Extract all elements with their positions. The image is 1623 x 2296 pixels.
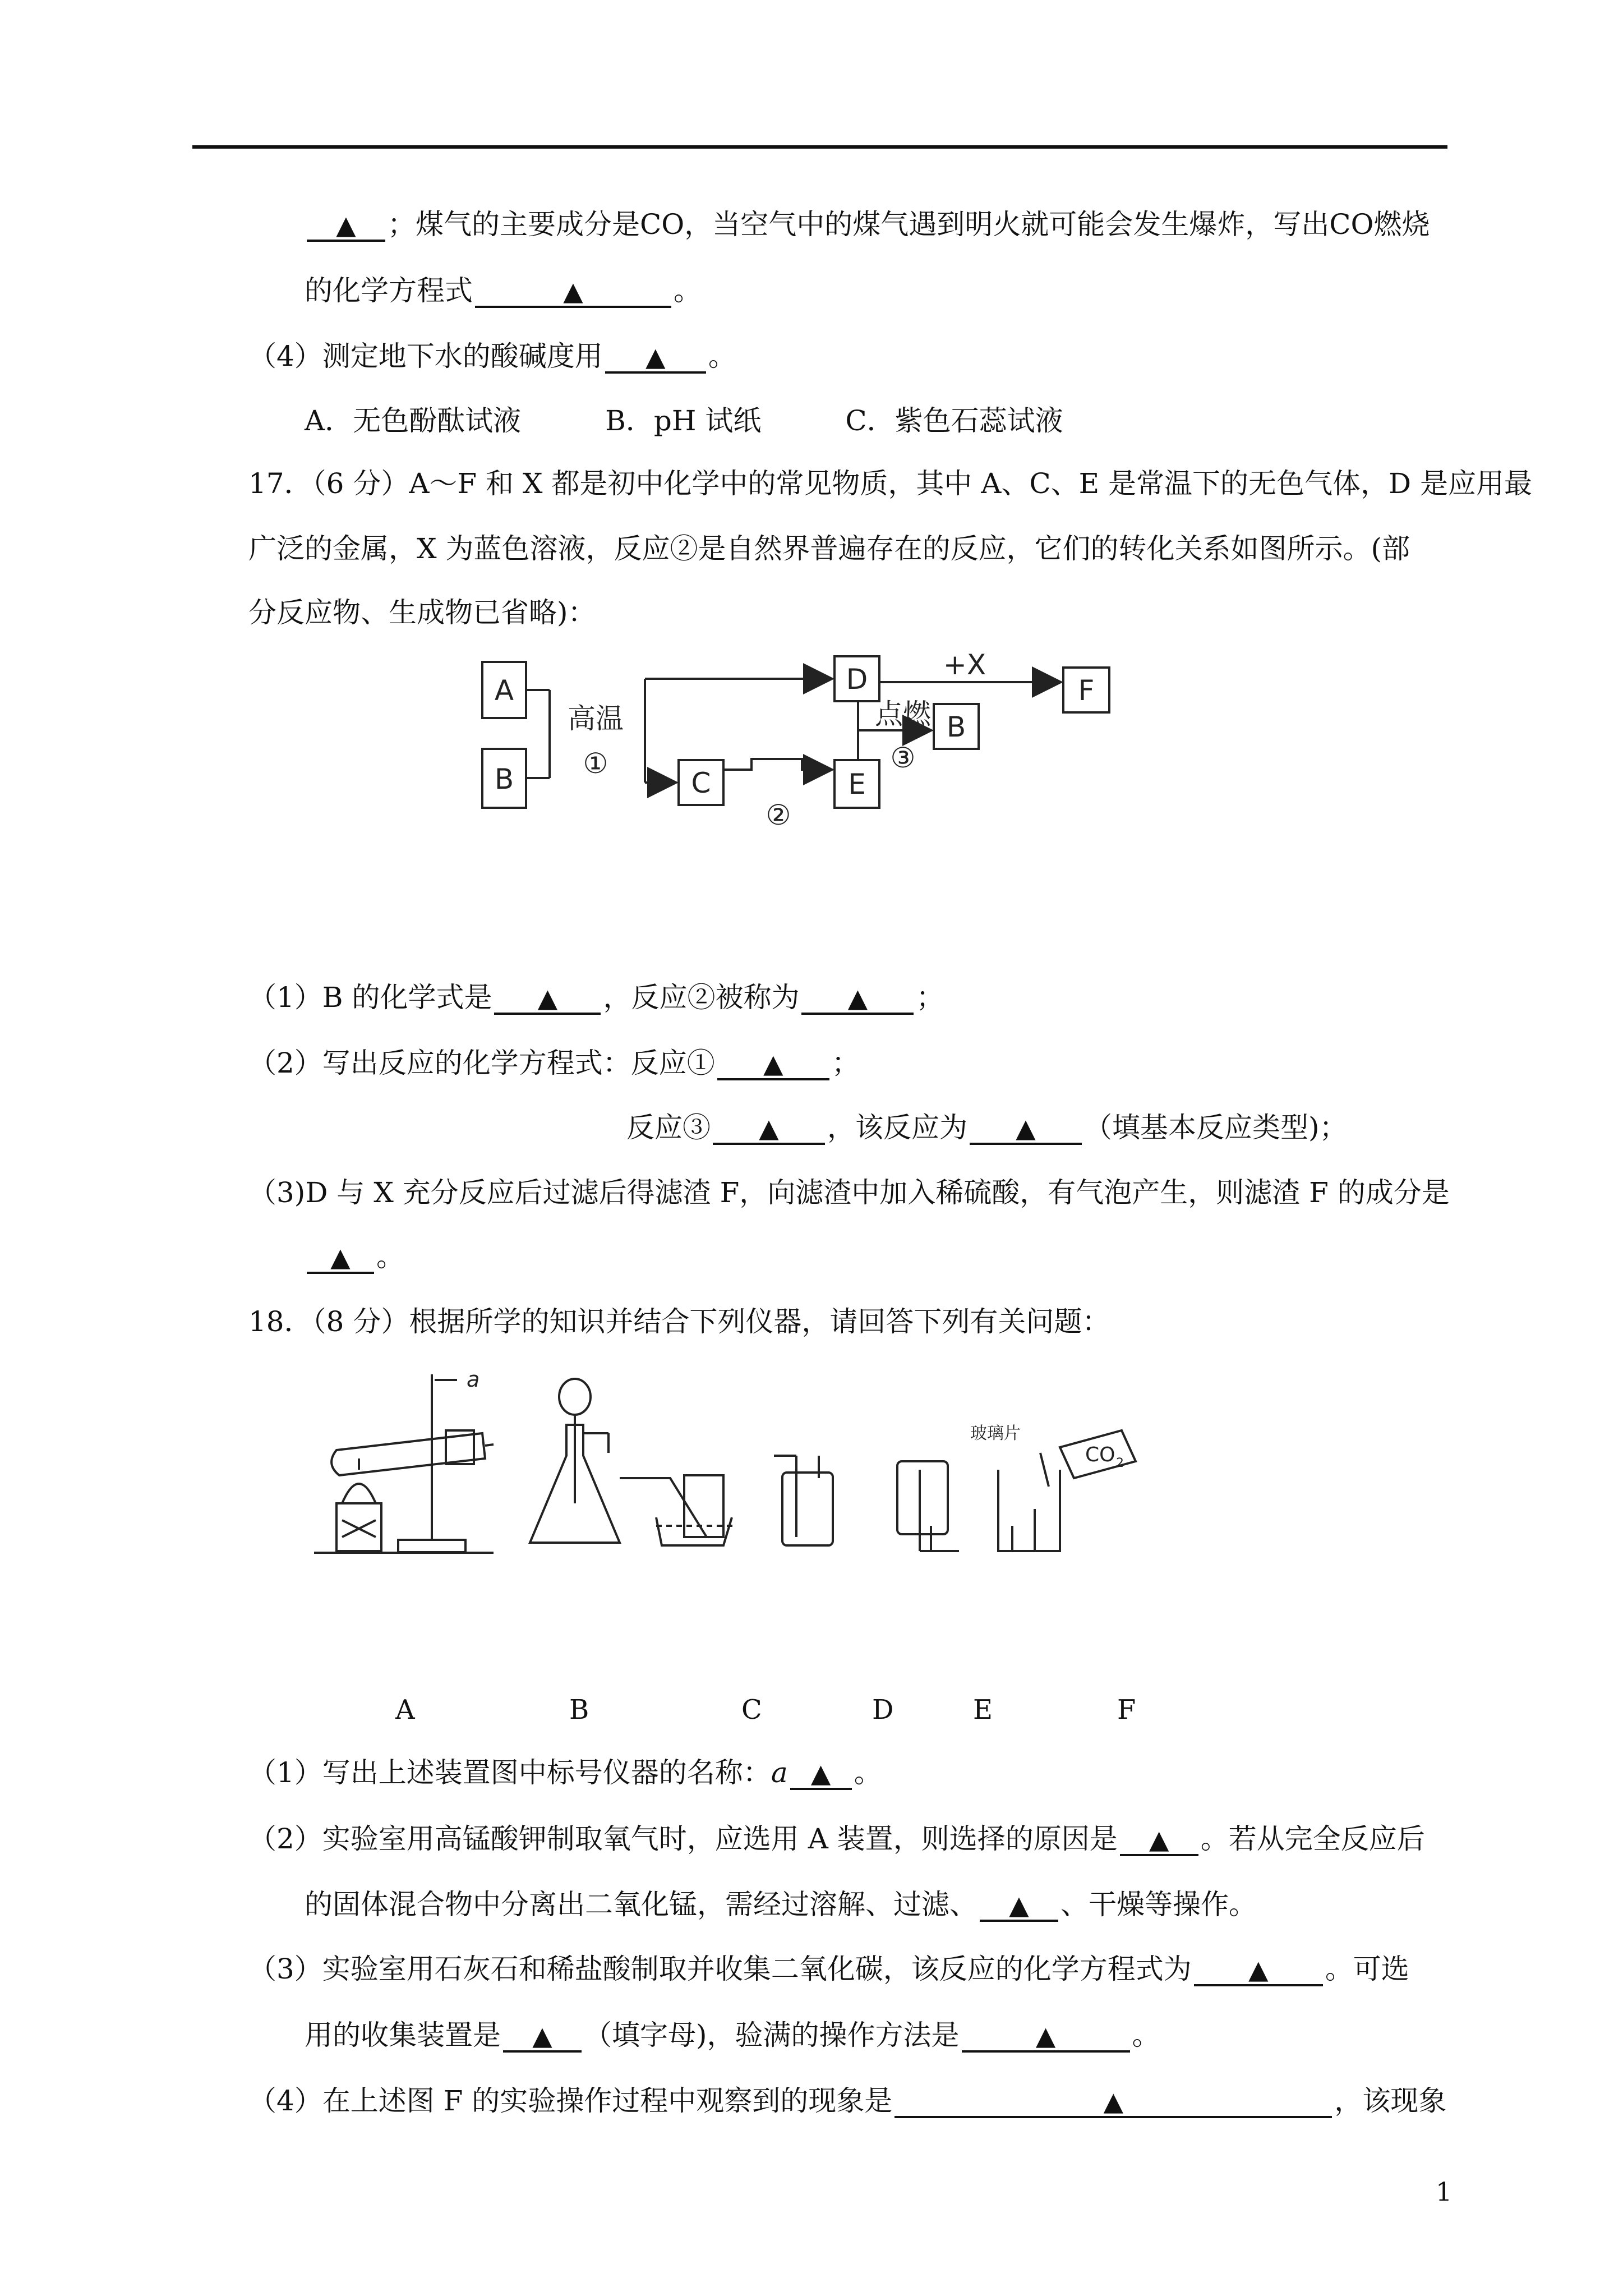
gas-bottle-E bbox=[897, 1461, 948, 1534]
triangle-mark: ▲ bbox=[1149, 1824, 1169, 1855]
answer-blank[interactable] bbox=[801, 983, 914, 1015]
label-B: B bbox=[494, 763, 514, 795]
header-rule bbox=[192, 145, 1447, 149]
triangle-mark: ▲ bbox=[847, 983, 868, 1013]
triangle-mark: ▲ bbox=[1248, 1954, 1269, 1985]
label-D: D bbox=[846, 663, 868, 696]
apparatus-label-A: A bbox=[395, 1694, 415, 1726]
condition-high-temp: 高温 bbox=[568, 702, 624, 735]
triangle-mark: ▲ bbox=[1009, 1890, 1029, 1920]
triangle-mark: ▲ bbox=[645, 342, 666, 372]
apparatus-label-B: B bbox=[569, 1694, 589, 1726]
apparatus-label-C: C bbox=[741, 1694, 762, 1726]
answer-blank[interactable] bbox=[970, 1113, 1082, 1145]
text-line: 的化学方程式 ▲ 。 bbox=[305, 274, 702, 307]
reaction-2-number: ② bbox=[766, 799, 791, 831]
question-18-4: （4）在上述图 F 的实验操作过程中观察到的现象是 ▲ ，该现象 bbox=[248, 2085, 1447, 2117]
text-line: 分反应物、生成物已省略)： bbox=[248, 596, 596, 629]
question-17-stem: 17．（6 分）A～F 和 X 都是初中化学中的常见物质，其中 A、C、E 是常温下的无色气体，D 是应用最 bbox=[248, 467, 1533, 500]
text-line: ▲ 。 bbox=[305, 1240, 404, 1274]
gas-bottle-D bbox=[782, 1473, 833, 1545]
answer-blank[interactable] bbox=[307, 1242, 374, 1274]
triangle-mark: ▲ bbox=[336, 210, 356, 240]
label-F: F bbox=[1078, 674, 1095, 707]
triangle-mark: ▲ bbox=[537, 983, 558, 1013]
glass-slide-label: 玻璃片 bbox=[970, 1424, 1021, 1443]
reaction-1-number: ① bbox=[583, 747, 608, 780]
answer-blank[interactable] bbox=[475, 276, 671, 308]
question-18-3: （3）实验室用石灰石和稀盐酸制取并收集二氧化碳，该反应的化学方程式为 ▲ 。可选 bbox=[248, 1953, 1409, 1985]
co2-label: CO bbox=[1085, 1443, 1115, 1466]
answer-blank[interactable] bbox=[717, 1048, 829, 1080]
text-line: 广泛的金属，X 为蓝色溶液，反应②是自然界普遍存在的反应，它们的转化关系如图所示。(部 bbox=[248, 532, 1410, 565]
label-a: a bbox=[467, 1367, 480, 1392]
water-trough bbox=[656, 1517, 732, 1545]
question-17-2-reaction3: 反应③ ▲ ，该反应为 ▲ （填基本反应类型)； bbox=[626, 1111, 1348, 1144]
answer-blank[interactable] bbox=[503, 2021, 582, 2053]
answer-blank[interactable] bbox=[895, 2086, 1332, 2118]
label-E: E bbox=[848, 768, 866, 800]
reaction-3-number: ③ bbox=[890, 742, 916, 774]
triangle-mark: ▲ bbox=[1016, 1113, 1036, 1143]
separatory-funnel bbox=[559, 1379, 591, 1415]
text-line: （4）测定地下水的酸碱度用 ▲ 。 bbox=[248, 340, 736, 372]
beaker bbox=[998, 1470, 1060, 1551]
triangle-mark: ▲ bbox=[563, 276, 583, 306]
answer-blank[interactable] bbox=[494, 983, 601, 1015]
text-line: 的固体混合物中分离出二氧化锰，需经过溶解、过滤、 ▲ 、干燥等操作。 bbox=[305, 1888, 1257, 1921]
triangle-mark: ▲ bbox=[810, 1758, 831, 1788]
condition-ignite: 点燃 bbox=[875, 698, 931, 730]
reagent-x: +X bbox=[943, 648, 986, 681]
triangle-mark: ▲ bbox=[330, 1242, 351, 1272]
label-C: C bbox=[691, 767, 711, 799]
answer-blank[interactable] bbox=[713, 1113, 825, 1145]
answer-blank[interactable] bbox=[962, 2021, 1130, 2053]
options-line: A．无色酚酞试液 B．pH 试纸 C．紫色石蕊试液 bbox=[305, 404, 1063, 437]
triangle-mark: ▲ bbox=[1103, 2086, 1123, 2116]
gas-jar-inverted bbox=[684, 1475, 723, 1537]
page-number: 1 bbox=[1436, 2177, 1453, 2207]
question-17-3: （3)D 与 X 充分反应后过滤后得滤渣 F，向滤渣中加入稀硫酸，有气泡产生，则滤渣 F 的成分是 bbox=[248, 1176, 1450, 1209]
label-B-product: B bbox=[946, 711, 966, 743]
test-tube bbox=[331, 1433, 485, 1475]
apparatus-label-E: E bbox=[973, 1694, 993, 1726]
answer-blank[interactable] bbox=[980, 1890, 1058, 1922]
answer-blank[interactable] bbox=[790, 1758, 852, 1790]
answer-blank[interactable] bbox=[605, 342, 706, 374]
text-line: ▲ ；煤气的主要成分是CO，当空气中的煤气遇到明火就可能会发生爆炸，写出CO燃烧 bbox=[305, 208, 1430, 242]
answer-blank[interactable] bbox=[1194, 1954, 1323, 1986]
question-17-1: （1）B 的化学式是 ▲ ，反应②被称为 ▲ ； bbox=[248, 981, 944, 1014]
answer-blank[interactable] bbox=[307, 210, 385, 242]
apparatus-label-F: F bbox=[1117, 1694, 1136, 1726]
reaction-flow-diagram bbox=[471, 645, 1133, 847]
triangle-mark: ▲ bbox=[1035, 2021, 1056, 2051]
answer-blank[interactable] bbox=[1120, 1824, 1198, 1856]
question-18-stem: 18．（8 分）根据所学的知识并结合下列仪器，请回答下列有关问题： bbox=[248, 1305, 1110, 1338]
co2-subscript: 2 bbox=[1116, 1456, 1124, 1470]
text-line: 用的收集装置是 ▲ （填字母)，验满的操作方法是 ▲ 。 bbox=[305, 2019, 1160, 2051]
alcohol-lamp bbox=[336, 1503, 381, 1551]
question-18-1: （1）写出上述装置图中标号仪器的名称：a ▲ 。 bbox=[248, 1756, 882, 1789]
apparatus-label-D: D bbox=[872, 1694, 894, 1726]
question-18-2: （2）实验室用高锰酸钾制取氧气时，应选用 A 装置，则选择的原因是 ▲ 。若从完全反应后 bbox=[248, 1823, 1425, 1855]
triangle-mark: ▲ bbox=[759, 1113, 779, 1143]
variable-a: a bbox=[771, 1756, 788, 1789]
question-17-2: （2）写出反应的化学方程式：反应① ▲ ； bbox=[248, 1047, 860, 1079]
triangle-mark: ▲ bbox=[763, 1048, 783, 1079]
label-A: A bbox=[494, 674, 514, 707]
triangle-mark: ▲ bbox=[532, 2021, 552, 2051]
apparatus-figure bbox=[314, 1358, 1279, 1559]
